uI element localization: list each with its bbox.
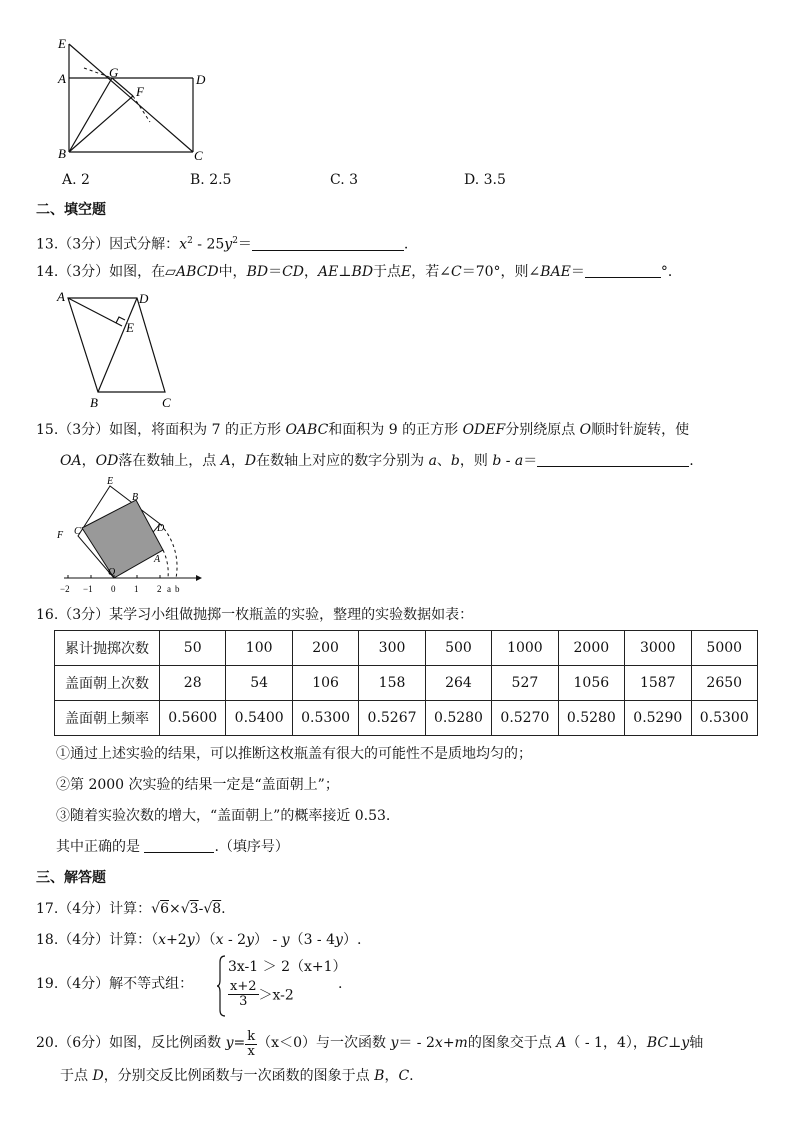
table-cell: 264 <box>425 666 491 701</box>
fig15-label-d: D <box>157 523 165 534</box>
table-cell: 0.5280 <box>558 701 624 736</box>
question-20-line-2: 于点 D，分别交反比例函数与一次函数的图象于点 B，C. <box>60 1068 414 1084</box>
question-17: 17.（4分）计算：√6×√3-√8. <box>36 901 226 917</box>
q12-choice-c: C. 3 <box>330 172 359 188</box>
fig14-label-e: E <box>126 320 134 335</box>
inequality-1: 3x-1 ＞ 2（x+1） <box>228 959 347 975</box>
fig12-label-a: A <box>58 71 66 86</box>
question-20-line-1: 20.（6分）如图，反比例函数 y= $\frac{k}{x}$ （x＜0）与一次函数 y＝ - 2x+m的图象交于点 A（ - 1，4），BC⊥y轴 <box>36 1029 704 1059</box>
table-cell: 1056 <box>558 666 624 701</box>
table-cell: 5000 <box>691 631 758 666</box>
question-15-line-1: 15.（3分）如图，将面积为 7 的正方形 OABC和面积为 9 的正方形 ODEF分别绕原点 O顺时针旋转，使 <box>36 422 690 438</box>
figure-q12 <box>50 34 220 164</box>
fig15-label-f: F <box>57 530 64 541</box>
table-cell: 54 <box>226 666 292 701</box>
fig15-label-e: E <box>107 476 114 487</box>
table-row <box>55 666 758 701</box>
figure-q15 <box>50 476 210 598</box>
fig15-label-a: A <box>154 554 161 565</box>
sqrt-icon: √ <box>151 901 161 917</box>
fig12-label-b: B <box>58 146 66 161</box>
table-cell: 300 <box>359 631 425 666</box>
answer-blank-14[interactable] <box>585 263 661 278</box>
fig12-label-c: C <box>194 148 203 163</box>
fig14-label-b: B <box>90 395 98 410</box>
table-cell: 50 <box>160 631 226 666</box>
table-cell: 106 <box>292 666 358 701</box>
table-cell: 3000 <box>625 631 691 666</box>
fig12-label-g: G <box>109 65 119 80</box>
table-cell: 0.5270 <box>492 701 558 736</box>
table-cell: 0.5400 <box>226 701 292 736</box>
table-cell: 28 <box>160 666 226 701</box>
frequency-table <box>54 630 758 736</box>
figure-q14 <box>52 288 192 413</box>
fig15-label-c: C <box>74 526 81 537</box>
fig14-label-a: A <box>57 289 65 304</box>
table-cell: 0.5300 <box>292 701 358 736</box>
table-cell: 盖面朝上次数 <box>55 666 160 701</box>
section-answer-heading: 三、解答题 <box>36 870 106 886</box>
table-cell: 527 <box>492 666 558 701</box>
table-cell: 500 <box>425 631 491 666</box>
table-row <box>55 631 758 666</box>
q12-choice-d: D. 3.5 <box>464 172 506 188</box>
table-cell: 0.5290 <box>625 701 691 736</box>
table-cell: 0.5300 <box>691 701 758 736</box>
fig14-label-d: D <box>139 291 149 306</box>
q12-choice-a: A. 2 <box>62 172 90 188</box>
q16-statement-2: ②第 2000 次实验的结果一定是“盖面朝上”； <box>56 777 339 793</box>
fig15-tick-2: 2 <box>157 584 162 594</box>
q16-answer-line: 其中正确的是 .（填序号） <box>56 839 289 855</box>
table-cell: 0.5600 <box>160 701 226 736</box>
table-row <box>55 701 758 736</box>
table-cell: 0.5267 <box>359 701 425 736</box>
q19-period: . <box>338 976 343 992</box>
q12-choice-b: B. 2.5 <box>190 172 232 188</box>
section-fill-in-heading: 二、填空题 <box>36 202 106 218</box>
answer-blank-16[interactable] <box>144 838 214 853</box>
fig12-label-e: E <box>58 36 66 51</box>
answer-blank-15[interactable] <box>537 452 689 467</box>
sqrt-icon: √ <box>180 901 190 917</box>
table-cell: 1587 <box>625 666 691 701</box>
q16-statement-1: ①通过上述实验的结果，可以推断这枚瓶盖有很大的可能性不是质地均匀的； <box>56 746 532 762</box>
fig15-tick-a: a <box>167 584 171 594</box>
fig15-label-o: O <box>108 567 116 578</box>
fig15-tick-b: b <box>175 584 180 594</box>
question-18: 18.（4分）计算：（x+2y）（x - 2y） - y（3 - 4y）. <box>36 932 362 948</box>
answer-blank-13[interactable] <box>252 236 404 251</box>
fig14-label-c: C <box>162 395 171 410</box>
inequality-2: $\frac{x+2}{3}$ ＞x-2 <box>230 979 294 1009</box>
question-14: 14.（3分）如图，在▱ABCD中，BD＝CD，AE⊥BD于点E，若∠C＝70°，则∠BAE＝ °． <box>36 264 682 280</box>
question-15-line-2: OA，OD落在数轴上，点 A，D在数轴上对应的数字分别为 a、b，则 b - a＝ . <box>60 453 694 469</box>
table-cell: 盖面朝上频率 <box>55 701 160 736</box>
table-cell: 200 <box>292 631 358 666</box>
question-19: 19.（4分）解不等式组： <box>36 976 194 992</box>
question-13: 13.（3分）因式分解：$x^2 - 25y^2=$ . <box>36 236 409 253</box>
fig15-label-b: B <box>132 492 139 503</box>
fig12-label-f: F <box>136 84 144 99</box>
table-cell: 累计抛掷次数 <box>55 631 160 666</box>
table-cell: 2000 <box>558 631 624 666</box>
table-cell: 1000 <box>492 631 558 666</box>
fig15-tick-0: 0 <box>111 584 116 594</box>
sqrt-icon: √ <box>203 901 213 917</box>
table-cell: 0.5280 <box>425 701 491 736</box>
q16-statement-3: ③随着实验次数的增大，“盖面朝上”的概率接近 0.53. <box>56 808 391 824</box>
fig12-label-d: D <box>196 72 206 87</box>
table-cell: 100 <box>226 631 292 666</box>
fig15-tick-1: 1 <box>134 584 139 594</box>
left-brace-icon <box>216 954 226 1018</box>
fig15-tick-neg1: −1 <box>83 584 93 594</box>
table-cell: 158 <box>359 666 425 701</box>
fig15-tick-neg2: −2 <box>60 584 70 594</box>
table-cell: 2650 <box>691 666 758 701</box>
question-16: 16.（3分）某学习小组做抛掷一枚瓶盖的实验，整理的实验数据如表： <box>36 607 474 623</box>
